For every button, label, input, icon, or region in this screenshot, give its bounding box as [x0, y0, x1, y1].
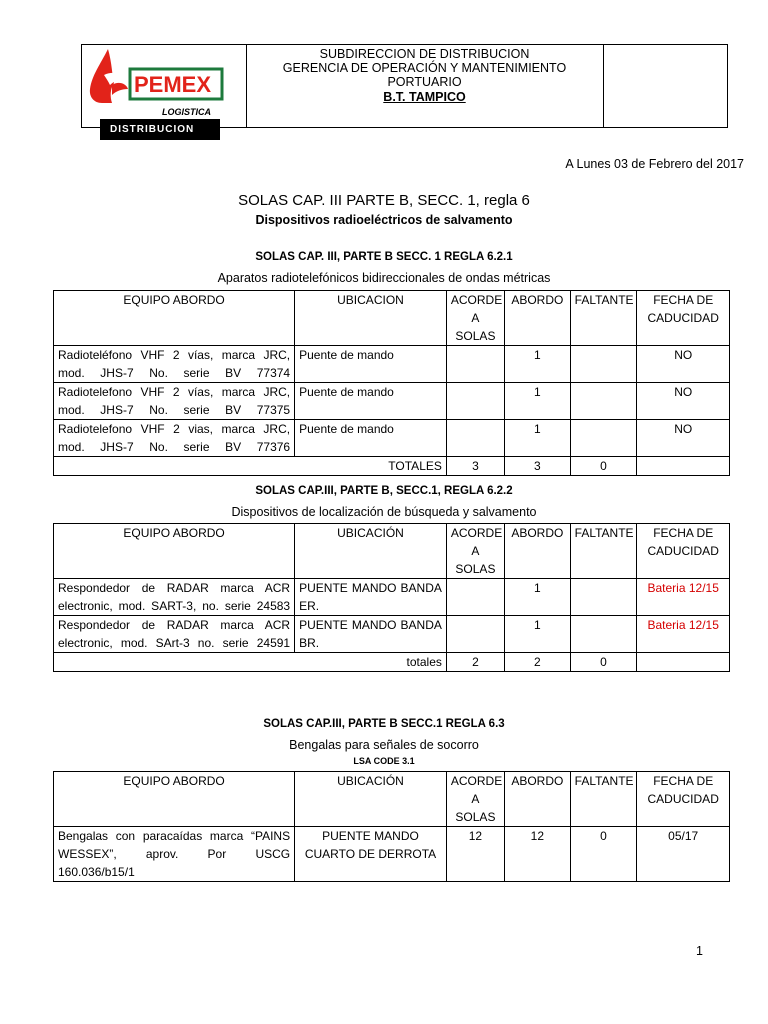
cell-ubicacion: Puente de mando	[295, 383, 447, 420]
section3-heading: SOLAS CAP.III, PARTE B SECC.1 REGLA 6.3	[263, 718, 505, 730]
cell-faltante	[570, 383, 637, 420]
total-fecha	[637, 653, 730, 672]
total-abordo: 2	[505, 653, 571, 672]
document-date: A Lunes 03 de Febrero del 2017	[565, 157, 744, 171]
letterhead-terminal: B.T. TAMPICO	[383, 90, 466, 104]
totals-row	[54, 653, 730, 672]
cell-acorde	[446, 616, 504, 653]
page-number: 1	[696, 944, 703, 958]
letterhead-line1: SUBDIRECCION DE DISTRIBUCION	[319, 47, 530, 61]
cell-acorde	[446, 579, 504, 616]
col-header: FALTANTE	[570, 772, 637, 827]
logo-strip: DISTRIBUCION	[100, 119, 220, 140]
totals-row	[54, 457, 730, 476]
col-header: EQUIPO ABORDO	[54, 524, 295, 579]
cell-ubicacion: PUENTE MANDO CUARTO DE DERROTA	[295, 827, 447, 882]
section1-subheading: Aparatos radiotelefónicos bidireccionales de ondas métricas	[217, 271, 551, 285]
cell-fecha: NO	[637, 420, 730, 457]
cell-equipo: Bengalas con paracaídas marca “PAINS WESSEX”, aprov. Por USCG 160.036/b15/1	[54, 827, 295, 882]
col-header: FALTANTE	[570, 524, 637, 579]
col-header: ACORDE A SOLAS	[446, 772, 504, 827]
col-header: EQUIPO ABORDO	[54, 772, 295, 827]
section3-code: LSA CODE 3.1	[353, 756, 415, 766]
col-header: FECHA DE CADUCIDAD	[637, 524, 730, 579]
cell-fecha: Bateria 12/15	[637, 579, 730, 616]
table-row	[54, 383, 730, 420]
logo-brand-text: PEMEX	[134, 72, 212, 97]
letterhead-text	[246, 45, 604, 127]
col-header: ABORDO	[505, 524, 571, 579]
letterhead-line2: GERENCIA DE OPERACIÓN Y MANTENIMIENTO	[282, 61, 567, 75]
pemex-logo-icon	[82, 45, 246, 127]
cell-abordo: 1	[505, 579, 571, 616]
table-header-row	[54, 291, 730, 346]
table-header-row	[54, 772, 730, 827]
cell-equipo: Respondedor de RADAR marca ACR electronic, mod. SArt-3 no. serie 24591	[54, 616, 295, 653]
section3-subheading: Bengalas para señales de socorro	[289, 738, 479, 752]
section2-table	[53, 523, 730, 672]
table-row	[54, 616, 730, 653]
table-row	[54, 420, 730, 457]
cell-faltante	[570, 420, 637, 457]
cell-abordo: 1	[505, 420, 571, 457]
total-acorde: 2	[446, 653, 504, 672]
document-title: SOLAS CAP. III PARTE B, SECC. 1, regla 6	[238, 192, 530, 209]
total-abordo: 3	[505, 457, 571, 476]
section1-table	[53, 290, 730, 476]
col-header: ABORDO	[505, 291, 571, 346]
table-row	[54, 579, 730, 616]
total-acorde: 3	[446, 457, 504, 476]
section2-subheading: Dispositivos de localización de búsqueda y salvamento	[231, 505, 537, 519]
cell-fecha: NO	[637, 346, 730, 383]
col-header: UBICACION	[295, 291, 447, 346]
cell-faltante	[570, 616, 637, 653]
total-faltante: 0	[570, 457, 637, 476]
col-header: UBICACIÓN	[295, 524, 447, 579]
col-header: ACORDE A SOLAS	[446, 291, 504, 346]
cell-fecha: 05/17	[637, 827, 730, 882]
col-header: ACORDE A SOLAS	[446, 524, 504, 579]
col-header: EQUIPO ABORDO	[54, 291, 295, 346]
section3-table	[53, 771, 730, 882]
cell-faltante	[570, 346, 637, 383]
cell-faltante	[570, 579, 637, 616]
cell-equipo: Radiotelefono VHF 2 vias, marca JRC, mod. JHS-7 No. serie BV 77376	[54, 420, 295, 457]
table-row	[54, 346, 730, 383]
cell-abordo: 1	[505, 383, 571, 420]
pemex-logo	[82, 45, 247, 127]
col-header: UBICACIÓN	[295, 772, 447, 827]
cell-ubicacion: Puente de mando	[295, 346, 447, 383]
cell-fecha: Bateria 12/15	[637, 616, 730, 653]
section1-heading: SOLAS CAP. III, PARTE B SECC. 1 REGLA 6.2.1	[255, 251, 513, 263]
col-header: ABORDO	[505, 772, 571, 827]
totals-label: totales	[54, 653, 447, 672]
document-subtitle: Dispositivos radioeléctricos de salvamento	[255, 213, 513, 227]
cell-acorde	[446, 383, 504, 420]
table-header-row	[54, 524, 730, 579]
col-header: FECHA DE CADUCIDAD	[637, 291, 730, 346]
total-fecha	[637, 457, 730, 476]
cell-fecha: NO	[637, 383, 730, 420]
total-faltante: 0	[570, 653, 637, 672]
cell-equipo: Respondedor de RADAR marca ACR electronic, mod. SART-3, no. serie 24583	[54, 579, 295, 616]
cell-ubicacion: PUENTE MANDO BANDA BR.	[295, 616, 447, 653]
cell-abordo: 1	[505, 616, 571, 653]
col-header: FALTANTE	[570, 291, 637, 346]
cell-equipo: Radioteléfono VHF 2 vías, marca JRC, mod. JHS-7 No. serie BV 77374	[54, 346, 295, 383]
cell-ubicacion: PUENTE MANDO BANDA ER.	[295, 579, 447, 616]
letterhead-line3: PORTUARIO	[387, 75, 462, 89]
totals-label: TOTALES	[54, 457, 447, 476]
cell-acorde	[446, 420, 504, 457]
cell-faltante: 0	[570, 827, 637, 882]
col-header: FECHA DE CADUCIDAD	[637, 772, 730, 827]
cell-ubicacion: Puente de mando	[295, 420, 447, 457]
cell-equipo: Radiotelefono VHF 2 vías, marca JRC, mod. JHS-7 No. serie BV 77375	[54, 383, 295, 420]
table-row	[54, 827, 730, 882]
logo-sub-text: LOGISTICA	[162, 107, 211, 117]
cell-acorde: 12	[446, 827, 504, 882]
section2-heading: SOLAS CAP.III, PARTE B, SECC.1, REGLA 6.2.2	[255, 485, 513, 497]
cell-abordo: 12	[505, 827, 571, 882]
letterhead	[81, 44, 728, 128]
cell-abordo: 1	[505, 346, 571, 383]
cell-acorde	[446, 346, 504, 383]
